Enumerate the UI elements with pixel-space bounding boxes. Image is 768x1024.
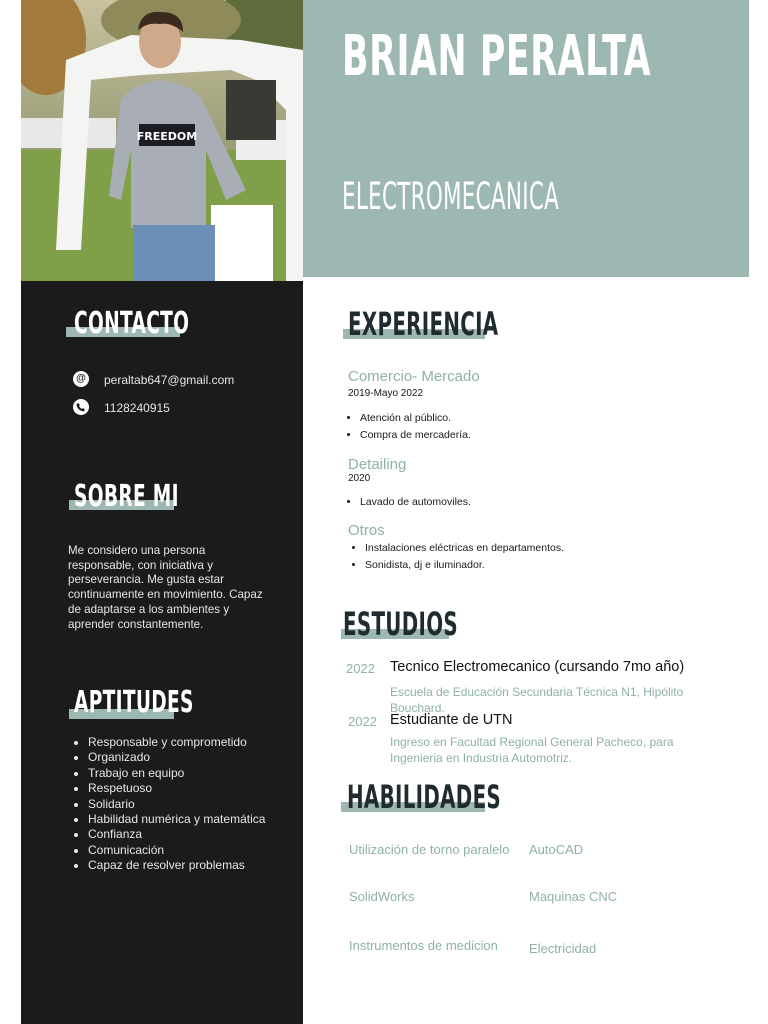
list-item: • Respetuoso	[88, 781, 288, 796]
list-item: • Capaz de resolver problemas	[88, 858, 288, 873]
list-item: • Solidario	[88, 797, 288, 812]
job-title: Detailing	[348, 456, 407, 473]
skills-heading: HABILIDADES	[347, 778, 502, 816]
aptitudes-list	[68, 735, 288, 874]
study-title: Estudiante de UTN	[390, 712, 513, 728]
study-title: Tecnico Electromecanico (cursando 7mo año)	[390, 659, 685, 675]
list-item: • Sonidista, dj e iluminador.	[365, 557, 564, 574]
list-item: • Trabajo en equipo	[88, 766, 288, 781]
profile-photo-illustration	[21, 0, 303, 281]
contact-phone[interactable]: 1128240915	[104, 401, 170, 415]
skill-item: Instrumentos de medicion	[349, 938, 498, 953]
job-date: 2019-Mayo 2022	[348, 388, 424, 399]
study-subtitle: Escuela de Educación Secundaria Técnica N1, Hipólito Bouchard.	[390, 685, 684, 715]
list-item: • Responsable y comprometido	[88, 735, 288, 750]
list-item: • Comunicación	[88, 843, 288, 858]
list-item: • Organizado	[88, 750, 288, 765]
sweater-print-text: FREEDOM	[136, 130, 198, 143]
job-bullets	[353, 540, 564, 574]
job-bullets	[348, 410, 471, 444]
list-item: • Atención al público.	[360, 410, 471, 427]
contact-heading: CONTACTO	[74, 306, 190, 341]
list-item: • Confianza	[88, 827, 288, 842]
profile-photo	[21, 0, 303, 281]
experience-heading: EXPERIENCIA	[348, 305, 499, 343]
job-role: ELECTROMECANICA	[342, 175, 560, 218]
aptitudes-heading: APTITUDES	[74, 685, 194, 720]
list-item: • Habilidad numérica y matemática	[88, 812, 288, 827]
study-subtitle: Ingreso en Facultad Regional General Pacheco, para Ingenieria en Industria Automotriz.	[390, 735, 674, 765]
person-name: BRIAN PERALTA	[342, 24, 652, 89]
skill-item: AutoCAD	[529, 842, 584, 857]
studies-heading: ESTUDIOS	[343, 605, 458, 643]
list-item: • Instalaciones eléctricas en departamentos.	[365, 540, 564, 557]
sidebar	[21, 281, 303, 1024]
contact-email[interactable]: peraltab647@gmail.com	[104, 373, 235, 387]
at-icon: @	[73, 371, 89, 387]
list-item: • Compra de mercadería.	[360, 427, 471, 444]
study-year: 2022	[346, 661, 375, 676]
about-text: Me considero una persona responsable, con iniciativa y perseverancia. Me gusta estar continuamente en movimiento. Capaz de adaptarse a los ambientes y aprender constantemente.	[68, 544, 263, 631]
about-heading: SOBRE MI	[74, 479, 179, 514]
skill-item: Maquinas CNC	[529, 889, 618, 904]
phone-glyph	[73, 399, 89, 415]
job-title: Comercio- Mercado	[348, 368, 480, 385]
job-bullets	[348, 494, 471, 511]
study-year: 2022	[348, 714, 377, 729]
skill-item: Utilización de torno paralelo	[349, 842, 510, 857]
phone-icon	[73, 399, 89, 415]
job-date: 2020	[348, 473, 371, 484]
skill-item: SolidWorks	[349, 889, 415, 904]
list-item: • Lavado de automoviles.	[360, 494, 471, 511]
skill-item: Electricidad	[529, 941, 597, 956]
job-title: Otros	[348, 522, 385, 539]
